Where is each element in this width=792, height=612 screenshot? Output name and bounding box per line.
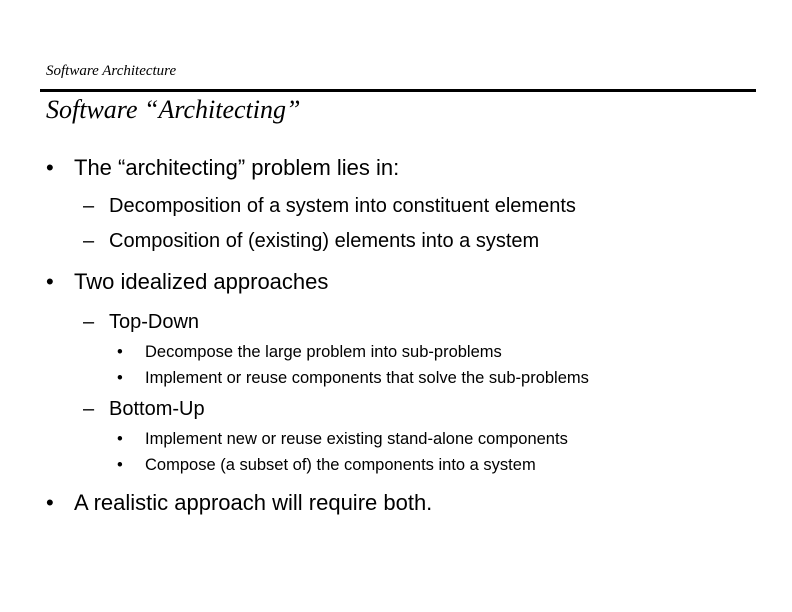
bullet-item [46, 269, 328, 295]
bullet-marker: • [46, 155, 54, 180]
bullet-marker: • [117, 369, 123, 387]
sub-sub-item-text: Decompose the large problem into sub-problems [145, 343, 502, 361]
bullet-marker: • [117, 430, 123, 448]
sub-sub-item-text: Compose (a subset of) the components into a system [145, 456, 536, 474]
sub-sub-item [117, 456, 536, 475]
sub-item [83, 230, 539, 253]
bullet-marker: • [46, 490, 54, 515]
header-divider [40, 89, 756, 92]
bullet-text: A realistic approach will require both. [74, 490, 433, 515]
dash-marker: – [83, 398, 95, 420]
dash-marker: – [83, 230, 95, 252]
dash-marker: – [83, 311, 95, 333]
slide-title: Software “Architecting” [46, 95, 301, 124]
sub-item-text: Composition of (existing) elements into a system [109, 230, 540, 252]
bullet-marker: • [117, 343, 123, 361]
sub-sub-item [117, 430, 568, 449]
bullet-text: The “architecting” problem lies in: [74, 155, 400, 180]
header-caption: Software Architecture [46, 63, 177, 79]
bullet-text: Two idealized approaches [74, 269, 329, 294]
sub-sub-item [117, 369, 589, 388]
approach-label: Bottom-Up [109, 398, 205, 420]
sub-item [83, 195, 576, 218]
sub-sub-item-text: Implement or reuse components that solve the sub-problems [145, 369, 589, 387]
approach-label: Top-Down [109, 311, 200, 333]
dash-marker: – [83, 195, 95, 217]
sub-item [83, 398, 205, 421]
bullet-marker: • [46, 269, 54, 294]
sub-sub-item [117, 343, 502, 362]
sub-item [83, 311, 199, 334]
sub-sub-item-text: Implement new or reuse existing stand-alone components [145, 430, 568, 448]
bullet-marker: • [117, 456, 123, 474]
sub-item-text: Decomposition of a system into constituent elements [109, 195, 576, 217]
bullet-item [46, 155, 399, 181]
bullet-item [46, 490, 432, 516]
